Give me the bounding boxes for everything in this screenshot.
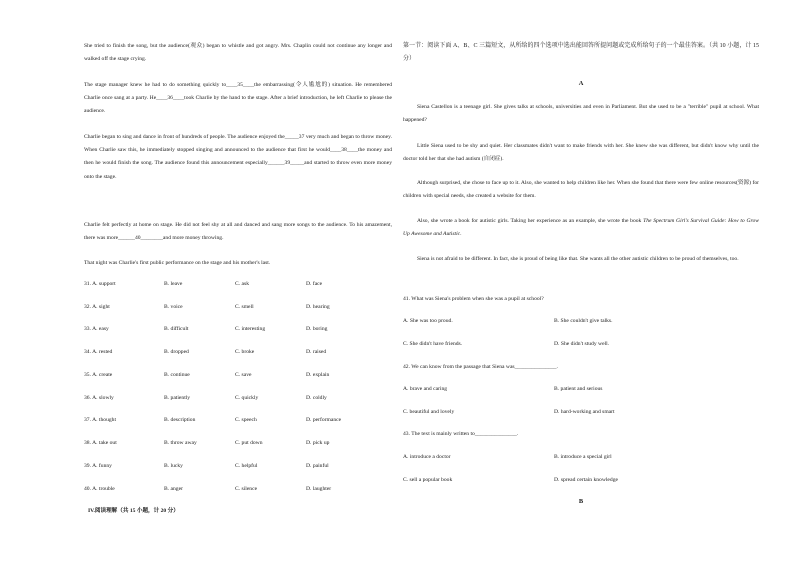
option-c: C. put down <box>235 440 263 446</box>
option-c: C. smell <box>235 304 254 310</box>
question-row <box>84 304 392 316</box>
option-c: C. silence <box>235 486 258 492</box>
option-c: C. save <box>235 372 252 378</box>
option-b: B. dropped <box>164 349 189 355</box>
passage-heading-a: A <box>578 80 584 87</box>
passage-paragraph-2: The stage manager knew he had to do something quickly to____35____the embarrassing(令人尴尬的) situation. He remembered Charlie once sang at a party. He____36____took Charlie by the hand to the stage. After a brief introduction, he left Charlie to please the audience. <box>84 82 392 115</box>
option-a: A. She was too proud. <box>403 318 453 324</box>
passage-paragraph-1: She tried to finish the song, but the audience(观众) began to whistle and got angry. Mrs. Chaplin could not continue any longer and walked off the stage crying. <box>84 43 392 63</box>
option-c: C. quickly <box>235 395 259 401</box>
passage-paragraph-5: That night was Charlie's first public performance on the stage and his mother's last. <box>84 260 271 266</box>
option-a: A. introduce a doctor <box>403 454 451 460</box>
option-d: D. pick up <box>306 440 330 446</box>
passage-a-paragraph-5: Siena is not afraid to be different. In fact, she is proud of being like that. She wants all the other autistic children to be proud of themselves, too. <box>417 256 739 262</box>
paragraph-text: . <box>460 231 462 238</box>
option-d: D. She didn't study well. <box>554 341 610 347</box>
option-c: C. She didn't have friends. <box>403 341 463 347</box>
option-a: A. brave and caring <box>403 386 448 392</box>
option-a: 38. A. take out <box>84 440 117 446</box>
option-b: B. description <box>164 417 196 423</box>
option-b: B. throw away <box>164 440 197 446</box>
option-b: B. patient and serious <box>554 386 603 392</box>
question-41: 41. What was Siena's problem when she was a pupil at school? <box>403 296 544 302</box>
option-b: B. introduce a special girl <box>554 454 612 460</box>
option-b: B. continue <box>164 372 190 378</box>
question-row <box>84 372 392 384</box>
passage-a-paragraph-4 <box>403 215 759 241</box>
option-c: C. speech <box>235 417 257 423</box>
question-row <box>84 395 392 407</box>
question-row <box>84 486 392 498</box>
option-a: 34. A. rested <box>84 349 113 355</box>
question-42: 42. We can know from the passage that Siena was_______________. <box>403 364 558 370</box>
option-a: 32. A. sight <box>84 304 110 310</box>
paragraph-text: Also, she wrote a book for autistic girls. Taking her experience as an example, she wrote the book <box>417 218 644 224</box>
option-b: B. She couldn't give talks. <box>554 318 613 324</box>
option-c: C. sell a popular book <box>403 477 453 483</box>
option-d: D. coldly <box>306 395 327 401</box>
option-a: 36. A. slowly <box>84 395 114 401</box>
passage-a-paragraph-3: Although surprised, she chose to face up to it. Also, she wanted to help children like her. When she found that there were few online resources(资源) for children with special needs, she created a website for them. <box>403 180 759 200</box>
option-b: B. difficult <box>164 326 189 332</box>
section-heading-reading: IV.阅读理解（共 15 小题，计 20 分） <box>88 508 179 514</box>
passage-a-paragraph-2: Little Siena used to be shy and quiet. Her classmates didn't want to make friends with her. She knew she was different, but didn't know why until the doctor told her that she had autism (自闭症). <box>403 143 759 163</box>
option-c: C. interesting <box>235 326 266 332</box>
passage-paragraph-4: Charlie felt perfectly at home on stage. He did not feel shy at all and danced and sang more songs to the audience. To his amazement, there was more______40________and more money throwing. <box>84 222 392 242</box>
question-43: 43. The text is mainly written to_______________. <box>403 431 519 437</box>
option-d: D. laughter <box>306 486 332 492</box>
option-d: D. face <box>306 281 323 287</box>
option-c: C. beautiful and lovely <box>403 409 455 415</box>
option-a: 33. A. easy <box>84 326 109 332</box>
option-d: D. raised <box>306 349 327 355</box>
option-d: D. spread certain knowledge <box>554 477 618 483</box>
question-row <box>84 349 392 361</box>
option-a: 35. A. create <box>84 372 113 378</box>
option-a: 31. A. support <box>84 281 116 287</box>
option-c: C. ask <box>235 281 249 287</box>
option-a: 40. A. trouble <box>84 486 115 492</box>
option-d: D. explain <box>306 372 330 378</box>
option-c: C. helpful <box>235 463 258 469</box>
passage-a-paragraph-1: Siena Castellon is a teenage girl. She gives talks at schools, universities and even in Parliament. But she used to be a "terrible" pupil at school. What happened? <box>403 104 759 124</box>
option-a: 39. A. funny <box>84 463 112 469</box>
option-d: D. boring <box>306 326 328 332</box>
question-row <box>84 463 392 475</box>
option-d: D. hard-working and smart <box>554 409 615 415</box>
option-b: B. lucky <box>164 463 183 469</box>
section-intro: 第一节：阅读下面 A、B、C 三篇短文，从所给的四个选项中选出能回答所提问题或完成所给句子的一个最佳答案。（共 10 小题，计 15 分） <box>403 43 759 62</box>
passage-heading-b: B <box>578 498 584 505</box>
option-a: 37. A. thought <box>84 417 117 423</box>
question-row <box>84 417 392 429</box>
option-d: D. painful <box>306 463 329 469</box>
option-c: C. broke <box>235 349 255 355</box>
option-b: B. anger <box>164 486 183 492</box>
option-b: B. voice <box>164 304 183 310</box>
option-d: D. hearing <box>306 304 330 310</box>
book-title: The Spectrum Girl's Survival Guide: How to Grow Up Awesome and Autistic <box>403 218 759 238</box>
option-d: D. performance <box>306 417 342 423</box>
passage-paragraph-3: Charlie began to sing and dance in front of hundreds of people. The audience enjoyed the_____37 very much and began to throw money. When Charlie saw this, he immediately stopped singing and announced to the audience that first he would____38____the money and then he would finish the song. The audience found this announcement especially______39_____and started to throw even more money onto the stage. <box>84 134 392 180</box>
question-row <box>84 326 392 338</box>
option-b: B. leave <box>164 281 183 287</box>
option-b: B. patiently <box>164 395 191 401</box>
question-row <box>84 281 392 293</box>
question-row <box>84 440 392 452</box>
